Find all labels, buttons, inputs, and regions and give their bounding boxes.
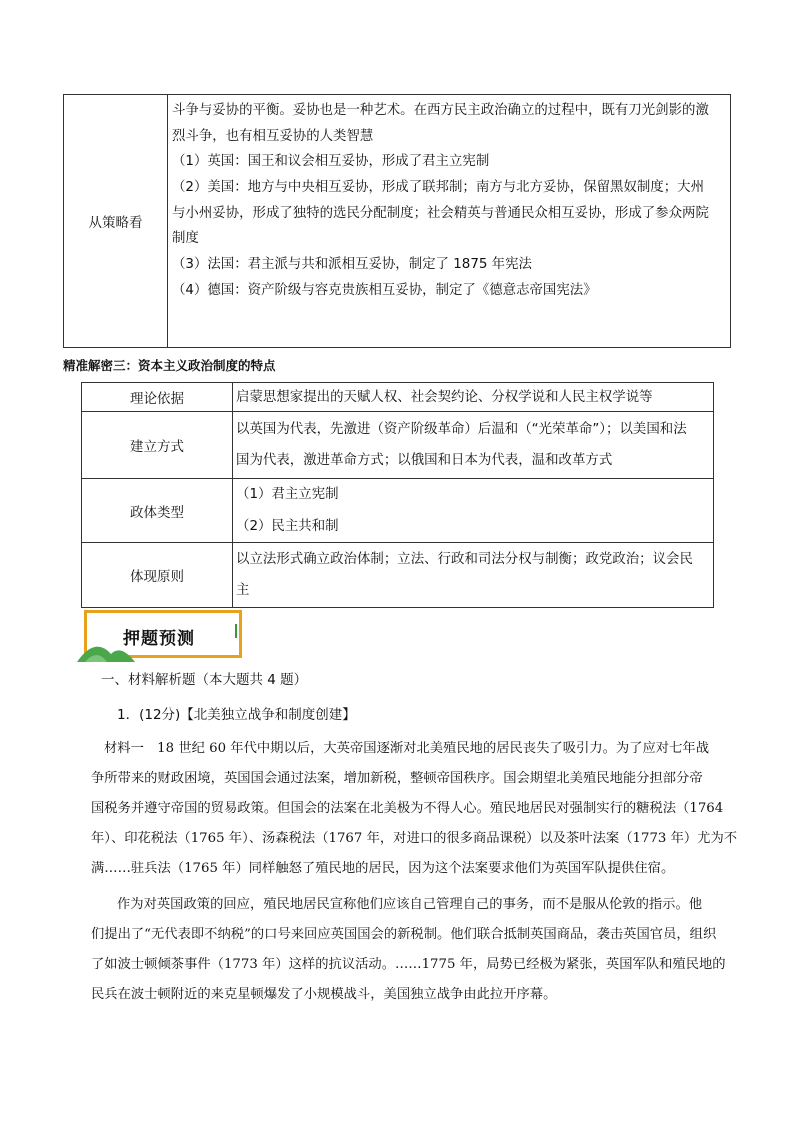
material-line: 年）、印花税法（1765 年）、汤森税法（1767 年，对进口的很多商品课税）以及茶叶法案（1773 年）尤为不 [91, 831, 738, 846]
prediction-banner [77, 610, 247, 665]
row-line: 启蒙思想家提出的天赋人权、社会契约论、分权学说和人民主权学说等 [236, 389, 653, 405]
banner-title: 押题预测 [123, 629, 195, 649]
strategy-line: （2）美国：地方与中央相互妥协，形成了联邦制；南方与北方妥协，保留黑奴制度；大州 [172, 180, 704, 196]
material-line: 们提出了“无代表即不纳税”的口号来回应英国国会的新税制。他们联合抵制英国商品，袭击英国官员，组织 [91, 927, 717, 942]
row-key: 理论依据 [82, 383, 233, 412]
material-line: 满……驻兵法（1765 年）同样触怒了殖民地的居民，因为这个法案要求他们为英国军队提供住宿。 [91, 861, 675, 876]
material-line: 作为对英国政策的回应，殖民地居民宣称他们应该自己管理自己的事务，而不是服从伦敦的指示。他 [117, 897, 703, 912]
strategy-line: 烈斗争，也有相互妥协的人类智慧 [172, 128, 374, 144]
row-value [233, 479, 714, 543]
row-line: （2）民主共和制 [236, 518, 339, 534]
table-row [82, 479, 714, 543]
row-key: 政体类型 [82, 479, 233, 543]
row-key: 体现原则 [82, 543, 233, 608]
table-row [82, 543, 714, 608]
strategy-line: （3）法国：君主派与共和派相互妥协，制定了 1875 年宪法 [172, 257, 532, 273]
banner-accent [235, 624, 237, 638]
row-key: 建立方式 [82, 412, 233, 479]
material-line: 材料一 18 世纪 60 年代中期以后，大英帝国逐渐对北美殖民地的居民丧失了吸引力。为了应对七年战 [104, 741, 709, 756]
strategy-table [63, 94, 731, 348]
features-table [81, 382, 714, 608]
row-line: 以英国为代表，先激进（资产阶级革命）后温和（“光荣革命”）；以美国和法 [236, 421, 687, 437]
strategy-content [168, 95, 730, 347]
strategy-line: 与小州妥协，形成了独特的选民分配制度；社会精英与普通民众相互妥协，形成了参众两院 [172, 205, 709, 221]
question-title: 1．(12分)【北美独立战争和制度创建】 [117, 707, 356, 723]
row-value [233, 383, 714, 412]
row-line: （1）君主立宪制 [236, 487, 339, 502]
table-row [82, 383, 714, 412]
row-value [233, 412, 714, 479]
material-line: 国税务并遵守帝国的贸易政策。但国会的法案在北美极为不得人心。殖民地居民对强制实行的糖税法（1764 [91, 801, 724, 816]
row-line: 主 [236, 583, 250, 598]
section-title: 一、材料解析题（本大题共 4 题） [101, 672, 308, 688]
material-line: 了如波士顿倾茶事件（1773 年）这样的抗议活动。……1775 年，局势已经极为紧张，英国军队和殖民地的 [91, 957, 726, 972]
strategy-label: 从策略看 [64, 95, 168, 347]
table-row [82, 412, 714, 479]
strategy-line: 制度 [172, 231, 199, 247]
strategy-line: （1）英国：国王和议会相互妥协，形成了君主立宪制 [172, 154, 490, 170]
row-line: 国为代表，激进革命方式；以俄国和日本为代表，温和改革方式 [236, 453, 613, 468]
material-line: 争所带来的财政困境，英国国会通过法案，增加新税，整顿帝国秩序。国会期望北美殖民地能分担部分帝 [91, 771, 703, 786]
strategy-line: （4）德国：资产阶级与容克贵族相互妥协，制定了《德意志帝国宪法》 [172, 282, 597, 298]
material-line: 民兵在波士顿附近的来克星顿爆发了小规模战斗，美国独立战争由此拉开序幕。 [91, 987, 557, 1002]
row-value [233, 543, 714, 608]
strategy-line: 斗争与妥协的平衡。妥协也是一种艺术。在西方民主政治确立的过程中，既有刀光剑影的激 [172, 103, 709, 118]
section-heading: 精准解密三：资本主义政治制度的特点 [63, 358, 276, 373]
row-line: 以立法形式确立政治体制；立法、行政和司法分权与制衡；政党政治；议会民 [236, 551, 693, 567]
